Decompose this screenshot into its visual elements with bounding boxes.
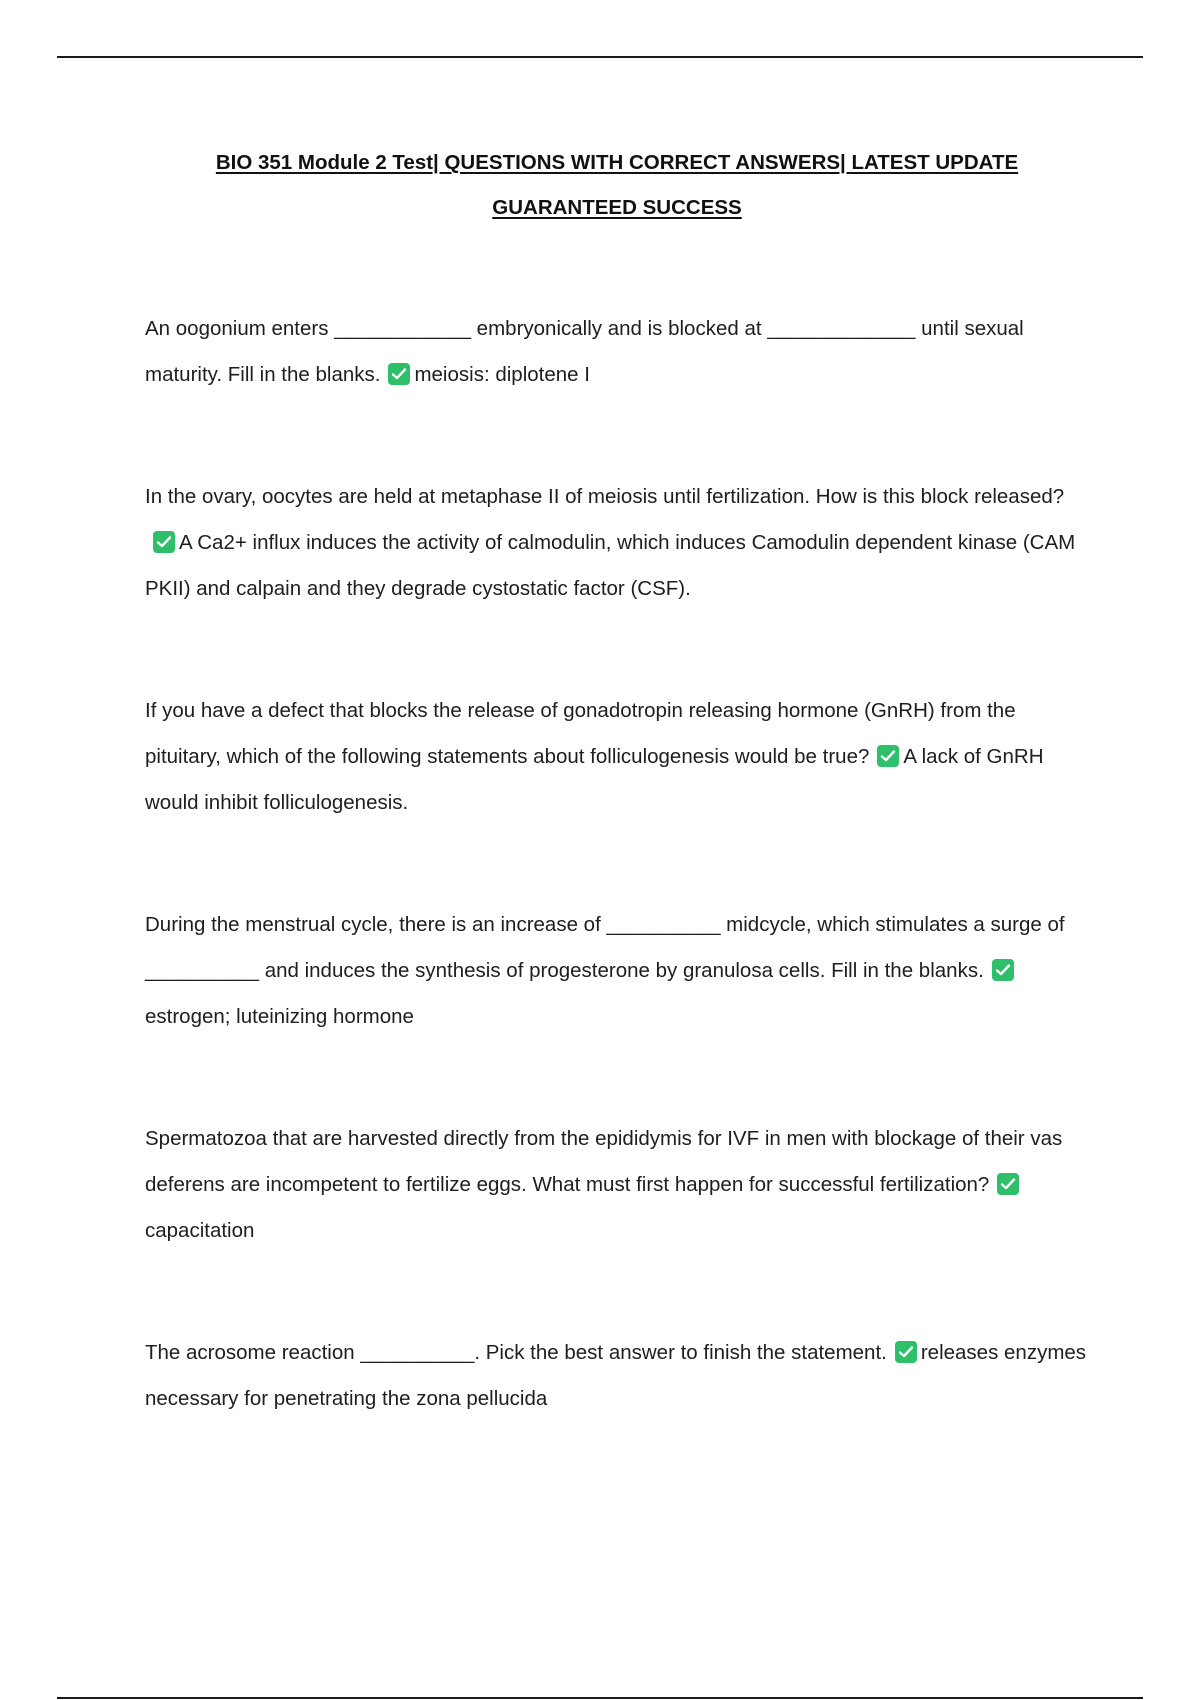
question-text: During the menstrual cycle, there is an increase of __________ midcycle, which stimulates a surge of __________ and induces the synthesis of progesterone by granulosa cells. Fill in the blanks. xyxy=(145,913,1071,982)
answer-text: meiosis: diplotene I xyxy=(414,363,590,386)
question-text: If you have a defect that blocks the release of gonadotropin releasing hormone (GnRH) from the pituitary, which of the following statements about folliculogenesis would be true? xyxy=(145,699,1022,768)
document-title xyxy=(145,140,1089,230)
question-item-2 xyxy=(145,474,1090,612)
question-item-4 xyxy=(145,902,1090,1040)
question-text: An oogonium enters ____________ embryonically and is blocked at _____________ until sexual maturity. Fill in the blanks. xyxy=(145,317,1030,386)
title-line-2: GUARANTEED SUCCESS xyxy=(492,196,742,219)
question-list xyxy=(145,306,1090,1422)
question-item-3 xyxy=(145,688,1090,826)
check-icon xyxy=(997,1173,1019,1195)
top-rule xyxy=(57,56,1143,58)
check-icon xyxy=(992,959,1014,981)
answer-text: releases enzymes necessary for penetrating the zona pellucida xyxy=(145,1341,1092,1410)
check-icon xyxy=(895,1341,917,1363)
answer-text: estrogen; luteinizing hormone xyxy=(145,1005,414,1028)
question-text: In the ovary, oocytes are held at metaphase II of meiosis until fertilization. How is this block released? xyxy=(145,485,1065,508)
question-item-1 xyxy=(145,306,1090,398)
title-line-1: BIO 351 Module 2 Test| QUESTIONS WITH CORRECT ANSWERS| LATEST UPDATE xyxy=(215,151,1019,174)
bottom-rule xyxy=(57,1697,1143,1699)
check-icon xyxy=(388,363,410,385)
question-item-5 xyxy=(145,1116,1090,1254)
answer-text: capacitation xyxy=(145,1219,255,1242)
answer-text: A lack of GnRH would inhibit folliculogenesis. xyxy=(145,745,1050,814)
check-icon xyxy=(153,531,175,553)
question-text: Spermatozoa that are harvested directly from the epididymis for IVF in men with blockage of their vas deferens are incompetent to fertilize eggs. What must first happen for successful fertilization? xyxy=(145,1127,1068,1196)
question-text: The acrosome reaction __________. Pick the best answer to finish the statement. xyxy=(145,1341,887,1364)
answer-text: A Ca2+ influx induces the activity of calmodulin, which induces Camodulin dependent kinase (CAM PKII) and calpain and they degrade cystostatic factor (CSF). xyxy=(145,531,1081,600)
check-icon xyxy=(877,745,899,767)
question-item-6 xyxy=(145,1330,1090,1422)
